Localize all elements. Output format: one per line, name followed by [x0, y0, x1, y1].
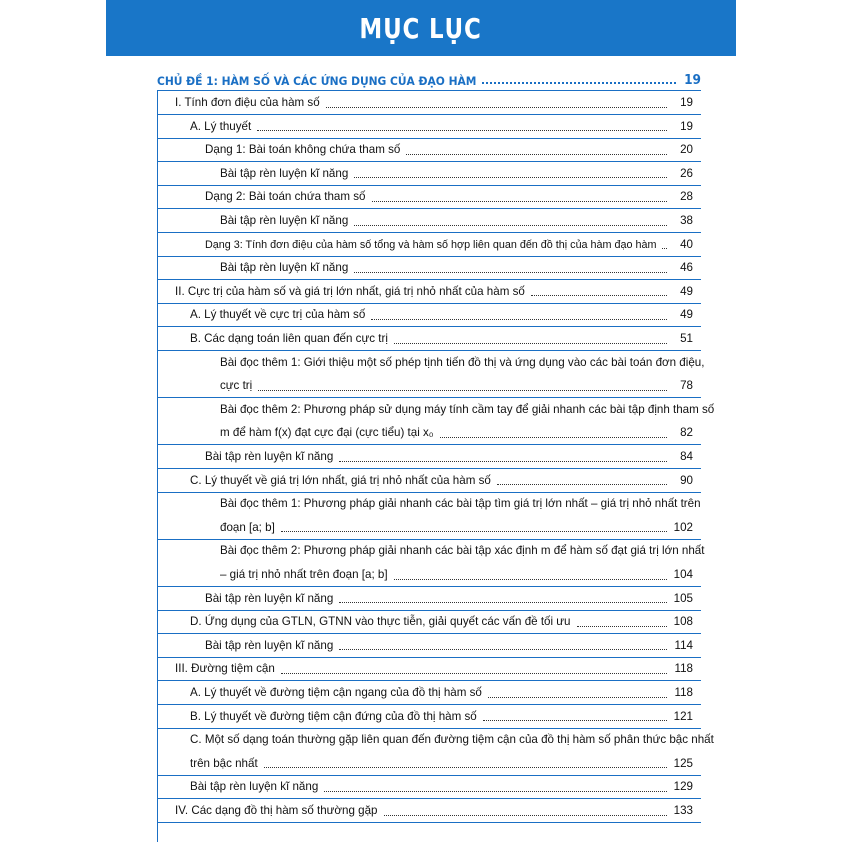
toc-entry[interactable]: [157, 776, 701, 799]
toc-entry[interactable]: [157, 611, 701, 634]
toc-entry-content: [190, 682, 693, 704]
toc-entry-label: Bài tập rèn luyện kĩ năng: [205, 450, 334, 463]
toc-leader-dots: [577, 626, 667, 627]
toc-leader-dots: [371, 319, 667, 320]
toc-entry-content: [190, 729, 714, 751]
toc-entry-label: Dạng 2: Bài toán chứa tham số: [205, 190, 366, 204]
toc-leader-dots: [406, 154, 667, 155]
toc-entry[interactable]: [157, 281, 701, 304]
toc-leader-dots: [281, 673, 667, 674]
toc-entry: [157, 493, 701, 515]
toc-leader-dots: [497, 484, 667, 485]
toc-entry[interactable]: [157, 446, 701, 469]
toc-leader-dots: [339, 461, 667, 462]
toc-entry-label: Bài tập rèn luyện kĩ năng: [220, 214, 349, 227]
toc-leader-dots: [394, 343, 667, 344]
toc-page-number: 46: [680, 261, 693, 275]
toc-leader-dots: [264, 767, 667, 768]
toc-entry: [157, 540, 705, 562]
toc-entry[interactable]: [157, 682, 701, 705]
toc-leader-dots: [326, 107, 667, 108]
toc-entry-label: IV. Các dạng đồ thị hàm số thường gặp: [175, 804, 378, 817]
toc-page-number: 28: [680, 190, 693, 204]
toc-entry[interactable]: [157, 139, 701, 162]
toc-entry[interactable]: [157, 706, 701, 729]
toc-entry-content: [190, 304, 693, 326]
toc-page-number: 90: [680, 473, 693, 487]
toc-entry-content: [205, 186, 693, 208]
toc-page-number: 104: [673, 568, 693, 581]
toc-entry-content: [205, 588, 693, 610]
toc-entry-content: [220, 540, 704, 562]
toc-page-number: 19: [680, 96, 693, 109]
toc-entry[interactable]: [157, 658, 701, 681]
toc-page-number: 78: [680, 379, 693, 393]
toc-page-number: 49: [680, 284, 693, 298]
toc-entry-label: III. Đường tiệm cận: [175, 662, 275, 676]
toc-entry-content: [175, 92, 693, 114]
toc-entry[interactable]: [157, 588, 701, 611]
toc-entry[interactable]: [157, 422, 701, 445]
toc-leader-dots: [354, 225, 667, 226]
toc-entry-label: Dạng 1: Bài toán không chứa tham số: [205, 143, 401, 157]
toc-page-number: 118: [674, 686, 693, 699]
toc-entry-label: B. Lý thuyết về đường tiệm cận đứng của đồ thị hàm số: [190, 709, 477, 723]
toc-entry[interactable]: [157, 800, 701, 823]
toc-page-number: 129: [673, 780, 693, 794]
toc-leader-dots: [372, 201, 667, 202]
toc-entry-content: [220, 163, 693, 185]
toc-entry-label: Bài tập rèn luyện kĩ năng: [220, 166, 349, 180]
toc-entry[interactable]: [157, 564, 701, 587]
toc-leader-dots: [354, 272, 667, 273]
toc-entry-label: trên bậc nhất: [190, 756, 258, 770]
toc-entry: [157, 352, 705, 374]
toc-leader-dots: [531, 295, 667, 296]
toc-entry-content: [175, 800, 693, 822]
toc-entry-content: [175, 658, 693, 680]
toc-page-number: 26: [680, 166, 693, 180]
toc-entry-content: [220, 517, 693, 539]
toc-entry-content: [190, 753, 693, 775]
toc-leader-dots: [354, 177, 667, 178]
toc-page-number: 38: [680, 214, 693, 227]
toc-entry-label: Dạng 3: Tính đơn điệu của hàm số tổng và hàm số hợp liên quan đến đồ thị của hàm đạo hàm: [205, 238, 657, 251]
toc-entry-content: [220, 375, 693, 397]
toc-leader-dots: [324, 791, 667, 792]
toc-leader-dots: [384, 815, 668, 816]
toc-entry-content: [220, 564, 693, 586]
toc-entry[interactable]: [157, 257, 701, 280]
toc-entry-content: [220, 422, 693, 444]
toc-entry-content: [220, 352, 704, 374]
chapter-divider: [157, 90, 701, 91]
toc-entry-label: cực trị: [220, 379, 253, 393]
toc-page-number: 40: [680, 237, 693, 251]
toc-entry-label: Bài đọc thêm 1: Giới thiệu một số phép tịnh tiến đồ thị và ứng dụng vào các bài toán đơn điệu,: [220, 355, 705, 369]
toc-entry-label: Bài tập rèn luyện kĩ năng: [220, 261, 349, 275]
toc-entry-content: [205, 446, 693, 468]
toc-entry[interactable]: [157, 328, 701, 351]
toc-entry-label: A. Lý thuyết về đường tiệm cận ngang của đồ thị hàm số: [190, 686, 482, 699]
toc-page-number: 84: [680, 450, 693, 463]
toc-page-number: 102: [673, 520, 693, 534]
toc-entry-label: Bài đọc thêm 2: Phương pháp sử dụng máy tính cầm tay để giải nhanh các bài tập định tham số: [220, 402, 715, 416]
toc-entry-content: [205, 139, 693, 161]
toc-leader-dots: [483, 720, 667, 721]
toc-entry[interactable]: [157, 116, 701, 139]
toc-entry-label: I. Tính đơn điệu của hàm số: [175, 96, 320, 109]
toc-page-number: 114: [674, 638, 693, 652]
toc-entry-content: [175, 281, 693, 303]
toc-entry-content: [205, 635, 693, 657]
header-banner: [106, 0, 736, 56]
toc-page-number: 49: [680, 308, 693, 322]
toc-entry[interactable]: [157, 375, 701, 398]
chapter-heading[interactable]: [157, 64, 701, 88]
toc-entry: [157, 399, 715, 421]
toc-entry-label: Bài đọc thêm 1: Phương pháp giải nhanh các bài tập tìm giá trị lớn nhất – giá trị nhỏ nhất trên: [220, 497, 701, 511]
toc-entry[interactable]: [157, 635, 701, 658]
toc-page-number: 51: [680, 332, 693, 345]
toc-entry-label: Bài tập rèn luyện kĩ năng: [205, 638, 334, 652]
toc-entry-content: [220, 399, 714, 421]
toc-entry-content: [220, 210, 693, 232]
chapter-label: CHỦ ĐỀ 1: HÀM SỐ VÀ CÁC ỨNG DỤNG CỦA ĐẠO HÀM: [157, 74, 477, 88]
toc-entry-content: [190, 470, 693, 492]
toc-page-number: 105: [673, 591, 693, 605]
toc-leader-dots: [440, 437, 667, 438]
toc-page-number: 125: [673, 756, 693, 770]
toc-page-number: 108: [673, 615, 693, 629]
toc-entry-label: Bài đọc thêm 2: Phương pháp giải nhanh các bài tập xác định m để hàm số đạt giá trị lớn nhất: [220, 544, 705, 558]
toc-entry[interactable]: [157, 517, 701, 540]
toc-entry-content: [190, 706, 693, 728]
toc-entry-label: C. Lý thuyết về giá trị lớn nhất, giá trị nhỏ nhất của hàm số: [190, 473, 491, 487]
toc-entry-content: [220, 493, 701, 515]
toc-entry[interactable]: [157, 186, 701, 209]
toc-entry-content: [190, 611, 693, 633]
toc-entry-label: B. Các dạng toán liên quan đến cực trị: [190, 332, 388, 345]
chapter-leader-dots: [482, 82, 676, 84]
toc-leader-dots: [258, 390, 667, 391]
toc-leader-dots: [488, 697, 667, 698]
toc-entry-content: [205, 234, 693, 256]
toc-entry-label: – giá trị nhỏ nhất trên đoạn [a; b]: [220, 568, 388, 581]
toc-page-number: 121: [673, 709, 693, 723]
toc-page-number: 118: [674, 662, 693, 676]
toc-entry[interactable]: [157, 304, 701, 327]
toc-entry[interactable]: [157, 92, 701, 115]
toc-leader-dots: [394, 579, 667, 580]
toc-entry-label: Bài tập rèn luyện kĩ năng: [190, 780, 319, 794]
toc-page-number: 133: [673, 804, 693, 817]
toc-entry-label: D. Ứng dụng của GTLN, GTNN vào thực tiễn, giải quyết các vấn đề tối ưu: [190, 615, 571, 629]
toc-page-number: 82: [680, 426, 693, 440]
toc-entry[interactable]: [157, 470, 701, 493]
toc-entry-content: [220, 257, 693, 279]
toc-entry-label: A. Lý thuyết về cực trị của hàm số: [190, 308, 366, 322]
toc-entry-content: [190, 776, 693, 798]
toc-entry[interactable]: [157, 234, 701, 257]
toc-leader-dots: [257, 130, 667, 131]
toc-entry: [157, 729, 714, 751]
page-title: MỤC LỤC: [359, 11, 483, 45]
toc-leader-dots: [339, 649, 667, 650]
toc-entry-label: A. Lý thuyết: [190, 119, 252, 133]
toc-entry-content: [190, 116, 693, 138]
toc-entry-content: [190, 328, 693, 350]
toc-page-number: 20: [680, 143, 693, 157]
toc-entry[interactable]: [157, 163, 701, 186]
toc-entry[interactable]: [157, 753, 701, 776]
toc-entry-label: m để hàm f(x) đạt cực đại (cực tiểu) tại x₀: [220, 426, 434, 440]
toc-entry-label: C. Một số dạng toán thường gặp liên quan đến đường tiệm cận của đồ thị hàm số phân thức bậc nhất: [190, 733, 714, 747]
toc-page-number: 19: [680, 119, 693, 133]
toc-entry-label: II. Cực trị của hàm số và giá trị lớn nhất, giá trị nhỏ nhất của hàm số: [175, 284, 525, 298]
chapter-page-number: 19: [684, 72, 701, 88]
toc-leader-dots: [662, 248, 667, 249]
toc-leader-dots: [339, 602, 667, 603]
toc-entry-label: đoạn [a; b]: [220, 520, 275, 534]
toc-leader-dots: [281, 531, 667, 532]
toc-entry[interactable]: [157, 210, 701, 233]
toc-entry-label: Bài tập rèn luyện kĩ năng: [205, 591, 334, 605]
